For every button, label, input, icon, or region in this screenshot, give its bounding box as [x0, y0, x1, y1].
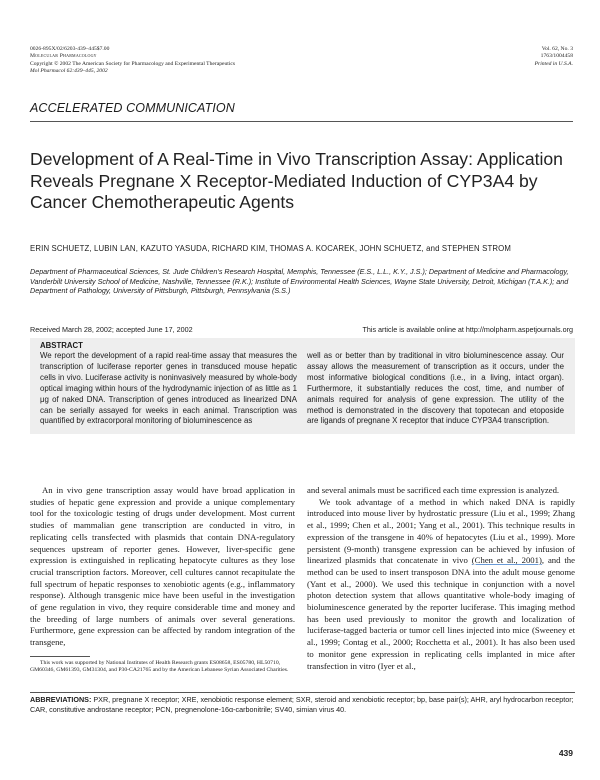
abstract-column-2: well as or better than by traditional in vitro bioluminescence assay. Our assay allows the measurement of transcription as it occurs, under the most informative biological conditions (i.e., in a living, intact organ). Furthermore, it substantially reduces the cost, time, and number of animals required for analysis of gene expression. The utility of the method is demonstrated in the discovery that topotecan and etoposide are ligands of pregnane X receptor that induce CYP3A4 transcription. — [307, 351, 564, 426]
footnote-divider — [30, 656, 90, 657]
affiliations: Department of Pharmaceutical Sciences, St. Jude Children’s Research Hospital, Memphis, Tennessee (E.S., L.L., K.Y., J.S.); Department of Medicine and Pharmacology, Vanderbilt University School of Medicine, Nashville, Tennessee (R.K.); Institute of Environmental Health Sciences, Wayne State University, Detroit, Michigan (T.A.K.); and Department of Pathology, University of Pittsburgh, Pittsburgh, Pennsylvania (S.S.) — [30, 267, 569, 296]
journal-header-right — [373, 46, 573, 68]
citation-link[interactable]: (Chen et al., 2001) — [471, 555, 542, 566]
citation-line: Mol Pharmacol 62:439–445, 2002 — [30, 68, 108, 75]
abbreviations — [30, 695, 575, 716]
body-column-2 — [307, 485, 575, 672]
abstract-column-1: We report the development of a rapid real-time assay that measures the transcription of luciferase reporter genes in transduced mouse hepatic cells in vivo. Luciferase activity is noninvasively measured by whole-body optical imaging within hours of the hydrodynamic injection of as little as 1 μg of naked DNA. Transcription of genes introduced as linearized DNA can be serially assayed for weeks in each animal. Transcription was quantified by extracorporal monitoring of bioluminescence as — [40, 351, 297, 426]
abbreviations-text: PXR, pregnane X receptor; XRE, xenobiotic response element; SXR, steroid and xenobiotic receptor; bp, base pair(s); AHR, aryl hydrocarbon receptor; CAR, constitutive androstane receptor; PCN, pregnenolone-16α-carbonitrile; SV40, simian virus 40. — [30, 695, 574, 715]
body-paragraph-2-start: We took advantage of a method in which naked DNA is rapidly introduced into mouse liver by hydrostatic pressure (Liu et al., 1999; Zhang et al., 1999; Chen et al., 2001; Yang et al., 2001). This technique results in expression of the transgene in 40% of hepatocytes (Liu et al., 1999). More persistent (9-month) transgene expression can be achieved by infusion of linearized plasmids that concatenate in vivo — [307, 496, 575, 566]
body-column-1: An in vivo gene transcription assay would have broad application in studies of hepatic gene expression and provide a unique complementary tool for the toxicologic testing of drugs under development. Most current studies of mammalian gene transcription are conducted in vitro, in replicating cells transfected with plasmids that contain DNA-regulatory sequences upstream of reporter genes. However, liver-specific gene expression is extinguished in replicating hepatocyte cultures as they lose crucial transcription factors. Moreover, cell cultures cannot recapitulate the full spectrum of hepatic responses to xenobiotic agents (e.g., inflammatory response). Although transgenic mice have been useful in the investigation of gene regulation in vivo, they require considerable time and money and the breeding of large numbers of animals over several generations. Furthermore, gene expression can be affected by random integration of the transgene, — [30, 485, 295, 648]
received-dates: Received March 28, 2002; accepted June 17, 2002 — [30, 325, 193, 334]
copyright-line: Copyright © 2002 The American Society for Pharmacology and Experimental Therapeutics — [30, 60, 236, 67]
section-divider — [30, 121, 573, 122]
article-title: Development of A Real-Time in Vivo Transcription Assay: Application Reveals Pregnane X Receptor-Mediated Induction of CYP3A4 by Cancer Chemotherapeutic Agents — [30, 149, 563, 213]
abbreviations-divider — [30, 692, 575, 693]
page-number: 439 — [558, 748, 573, 758]
volume-line: Vol. 62, No. 3 — [541, 46, 573, 52]
body-paragraph-1: and several animals must be sacrificed each time expression is analyzed. — [307, 485, 560, 495]
online-notice: This article is available online at http://molpharm.aspetjournals.org — [362, 325, 573, 334]
abbreviations-label: ABBREVIATIONS: — [30, 695, 92, 704]
issn-line: 0026-895X/02/6203-439–445$7.00 — [30, 46, 110, 52]
article-id-line: 1763/1004458 — [540, 53, 573, 60]
body-paragraph-2 — [307, 497, 575, 673]
journal-header-left — [30, 46, 350, 76]
body-paragraph-2-end: , and the method can be used to insert transposon DNA into the adult mouse genome (Yant et al., 2000). We used this technique in conjunction with a novel photon detection system that allows quantitative whole-body imaging of bioluminescence generated by the reporter luciferase. This imaging method has been used previously to monitor the growth and localization of luciferase-tagged bacteria or tumor cell lines injected into mice (Sweeney et al., 1999; Contag et al., 2000; Rocchetta et al., 2001). It has also been used to monitor gene expression in replicating cells implanted in mice after transfection in vitro (Iyer et al., — [307, 555, 576, 671]
journal-name: Molecular Pharmacology — [30, 53, 97, 60]
author-list: ERIN SCHUETZ, LUBIN LAN, KAZUTO YASUDA, RICHARD KIM, THOMAS A. KOCAREK, JOHN SCHUETZ, and STEPHEN STROM — [30, 244, 512, 253]
printed-line: Printed in U.S.A. — [534, 60, 573, 67]
funding-footnote: This work was supported by National Institutes of Health Research grants ES08658, ES05780, HL50710, GM60346, GM61393, GM31304, and P30-CA21765 and by the American Lebanese Syrian Associated Charities. — [30, 660, 289, 674]
abstract-heading: ABSTRACT — [40, 341, 83, 350]
section-label: ACCELERATED COMMUNICATION — [30, 101, 235, 115]
